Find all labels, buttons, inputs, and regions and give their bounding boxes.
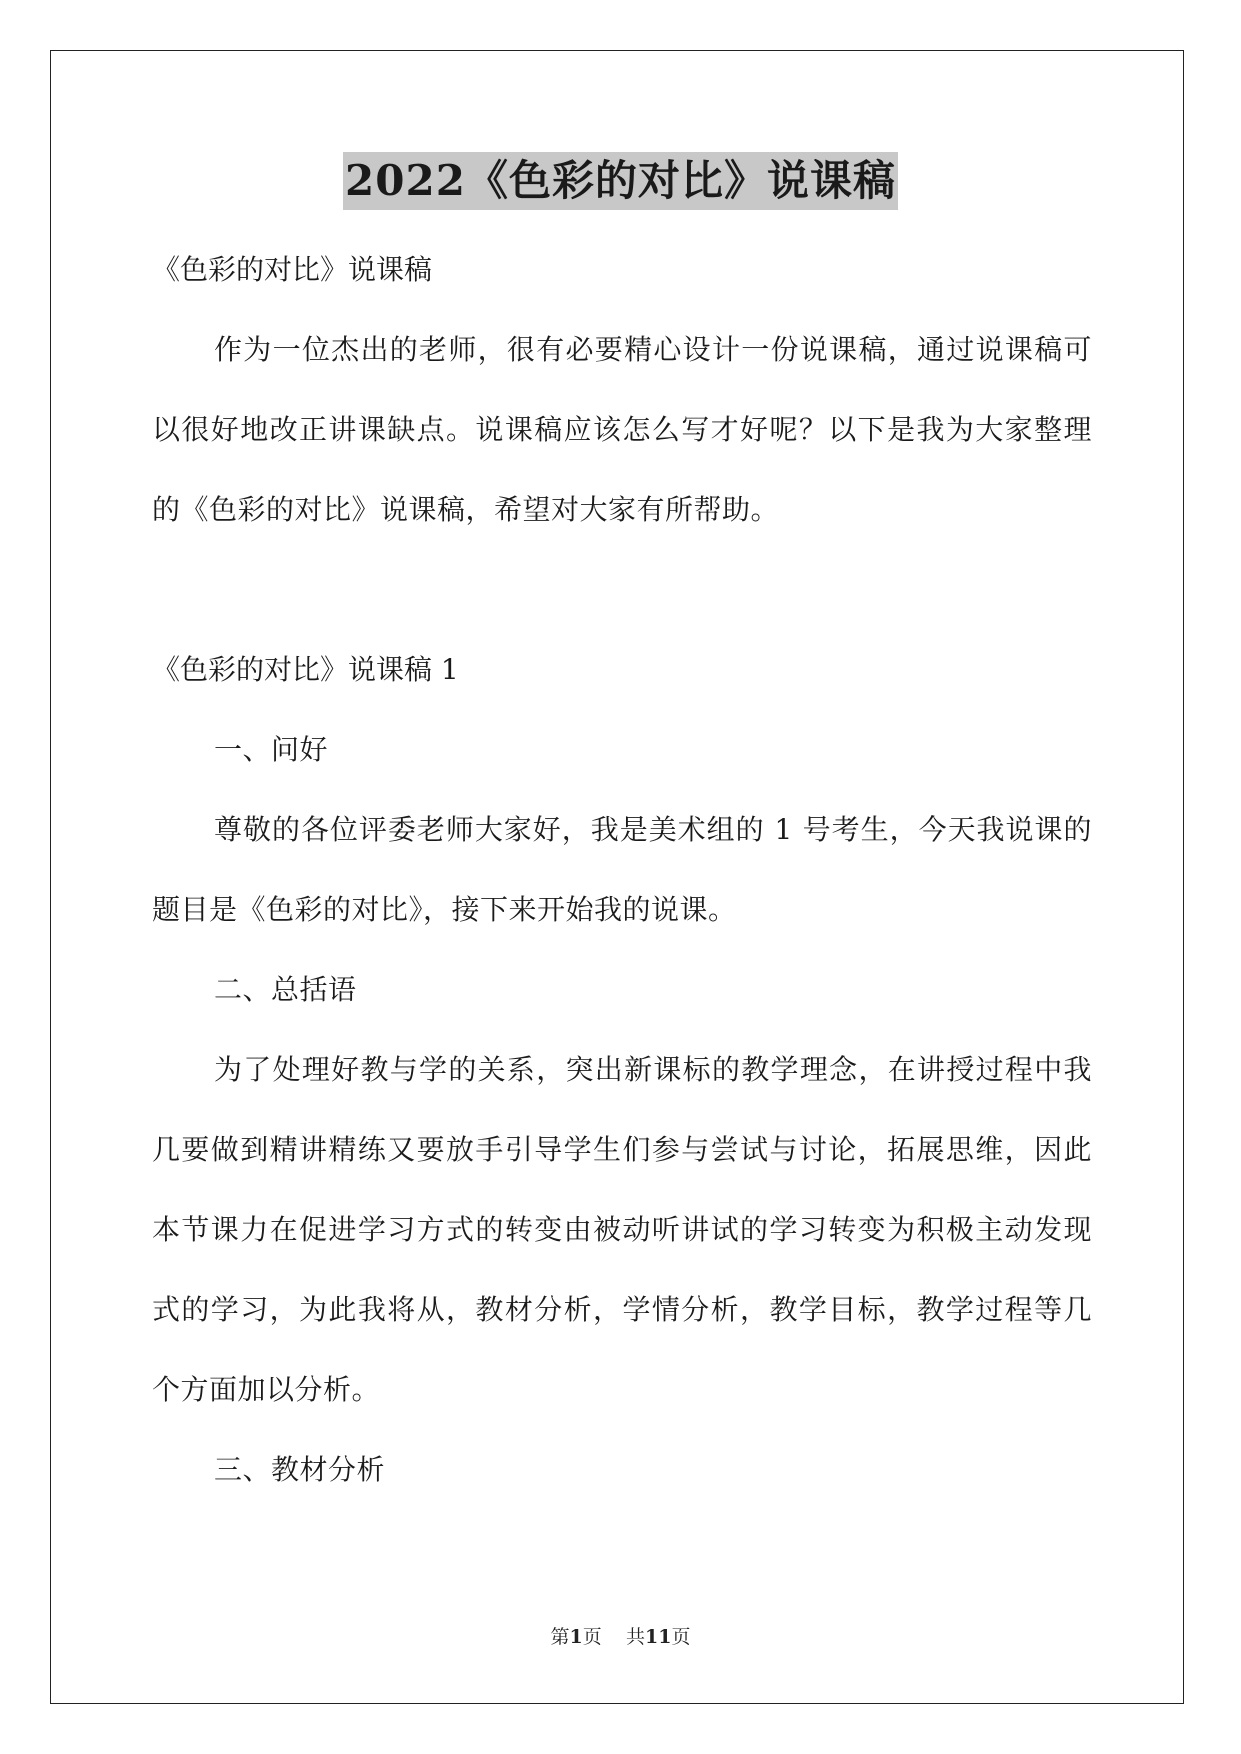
heading-textbook-analysis: 三、教材分析: [214, 1453, 386, 1486]
document-title: 2022《色彩的对比》说课稿: [343, 152, 898, 210]
document-body: [152, 230, 1092, 1510]
page-suffix: 页: [582, 1626, 602, 1648]
blank-line: [152, 550, 1092, 630]
total-pages: 11: [644, 1626, 672, 1648]
page-prefix: 第: [550, 1626, 570, 1648]
summary-paragraph: 为了处理好教与学的关系，突出新课标的教学理念，在讲授过程中我几要做到精讲精练又要放手引导学生们参与尝试与讨论，拓展思维，因此本节课力在促进学习方式的转变由被动听讲试的学习转变为积极主动发现式的学习，为此我将从，教材分析，学情分析，教学目标，教学过程等几个方面加以分析。: [152, 1053, 1092, 1406]
document-subtitle: 《色彩的对比》说课稿: [152, 253, 433, 286]
greeting-paragraph: 尊敬的各位评委老师大家好，我是美术组的 1 号考生，今天我说课的题目是《色彩的对比》，接下来开始我的说课。: [152, 813, 1092, 926]
total-suffix: 页: [671, 1626, 691, 1648]
intro-paragraph: 作为一位杰出的老师，很有必要精心设计一份说课稿，通过说课稿可以很好地改正讲课缺点。说课稿应该怎么写才好呢？以下是我为大家整理的《色彩的对比》说课稿，希望对大家有所帮助。: [152, 333, 1092, 526]
section-title: 《色彩的对比》说课稿 1: [152, 653, 459, 686]
total-prefix: 共: [625, 1626, 645, 1648]
heading-summary: 二、总括语: [214, 973, 357, 1006]
title-container: [0, 152, 1241, 210]
page-number: 1: [569, 1626, 583, 1648]
page-footer: [0, 1622, 1241, 1649]
heading-greeting: 一、问好: [214, 733, 329, 766]
